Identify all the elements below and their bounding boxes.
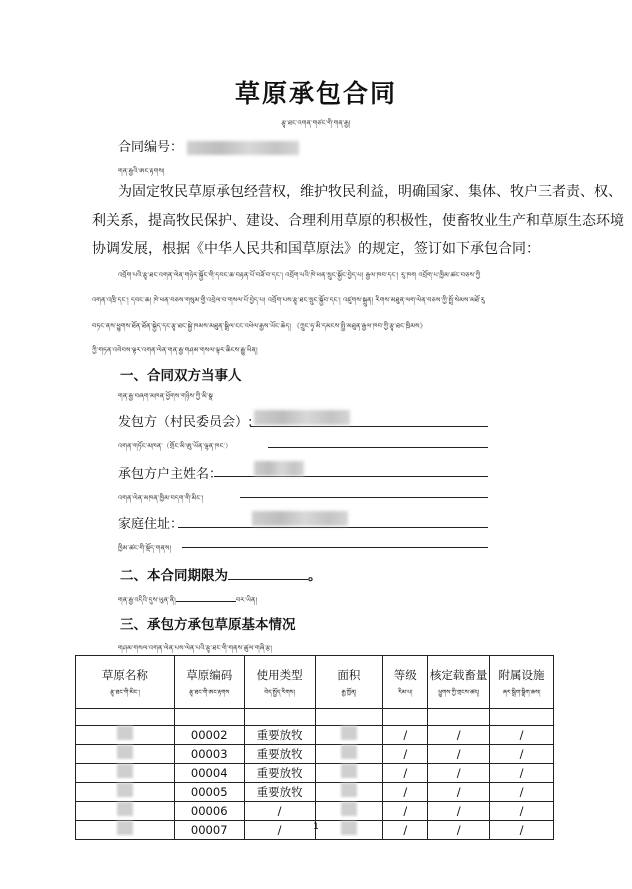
code-cell: 00003: [174, 745, 244, 764]
address-line: [178, 527, 488, 528]
preamble-tibetan-4: ཀྱི་གཏན་འབེབས་ལྟར་འགན་ལེན་གན་རྒྱ་གཤམ་གསལ་ལྟར་ཆིངས་རྒྱུ་ཡིན།: [92, 346, 258, 354]
col-name-header: 草原名称 རྩྭ་ཐང་གི་མིང་།: [76, 656, 175, 709]
preamble-line-2: 利关系，提高牧民保护、建设、合理利用草原的积极性，使畜牧业生产和草原生态环境: [92, 213, 624, 229]
type-cell: 重要放牧: [244, 726, 315, 745]
contract-no-label: 合同编号：: [118, 140, 184, 155]
grade-cell: /: [383, 802, 428, 821]
section3-heading-tibetan: གཤམ་གསལ་འགན་ལེན་པས་ལེན་པའི་རྩྭ་ཐང་གི་གནས་ཚུལ་གཞི་རྩ།: [118, 644, 273, 652]
address-redacted: [252, 511, 348, 526]
table-row: [76, 745, 554, 764]
name-cell: [76, 783, 175, 802]
code-cell: [174, 709, 244, 726]
grassland-table: [75, 655, 554, 840]
section2-tibetan-suffix: བར་ཡིན།: [235, 596, 258, 604]
code-cell: 00006: [174, 802, 244, 821]
issuer-tibetan-line: [268, 447, 488, 448]
table-row: [76, 783, 554, 802]
table-row: [76, 764, 554, 783]
section1-heading-tibetan: གན་རྒྱ་བཞག་མཁན་ཕྱོགས་གཉིས་ཀྱི་མི་སྣ: [118, 392, 213, 400]
col-facility-header: 附属设施 ཞར་སྒྲིག་སྒྲིག་ཆས།: [490, 656, 554, 709]
area-cell: [315, 709, 383, 726]
contract-no-tibetan: གན་རྒྱའི་ཨང་རྟགས།: [118, 167, 165, 175]
section3-heading: 三、承包方承包草原基本情况: [120, 617, 296, 633]
load-cell: /: [428, 802, 490, 821]
name-cell: [76, 802, 175, 821]
contractor-redacted: [254, 461, 304, 476]
contract-no-row: [118, 136, 299, 155]
col-area-header: 面积 རྒྱ་ཁྱོན།: [315, 656, 383, 709]
table-row: [76, 726, 554, 745]
load-cell: /: [428, 745, 490, 764]
issuer-line: [250, 426, 488, 427]
code-cell: 00004: [174, 764, 244, 783]
term-blank-tibetan: [176, 595, 236, 602]
section2-tibetan: [118, 592, 257, 611]
preamble-tibetan-2: འགན་འཁྲི་དང་། དབང་ཆ། ཁེ་ཕན་བཅས་གསུམ་གྱི་འབྲེལ་བ་གསལ་པོ་བྱེད་པ། འབྲོག་པས་རྩྭ་ཐང་སྲུང་སྐྱོབ་དང་། འཛུགས་སྐྲུན། རིགས་མཐུན་ལག་ལེན་བཅས་ཀྱི་སྤྲོ་སེམས་མཐོ་རུ: [92, 296, 485, 304]
facility-cell: /: [490, 783, 554, 802]
table-header-row: [76, 656, 554, 709]
load-cell: /: [428, 726, 490, 745]
col-code-header: 草原编码 རྩྭ་ཐང་གི་ཨང་རྟགས: [174, 656, 244, 709]
load-cell: /: [428, 783, 490, 802]
type-cell: 重要放牧: [244, 745, 315, 764]
col-load-header: 核定载畜量 ཕྱུགས་ཀྱི་གྲངས་ཚད།: [428, 656, 490, 709]
grade-cell: /: [383, 726, 428, 745]
col-type-header: 使用类型 བེད་སྤྱོད་རིགས།: [244, 656, 315, 709]
facility-cell: /: [490, 745, 554, 764]
issuer-tibetan: འགན་གཏོང་མཁན་（གྲོང་མི་ཨུ་ཡོན་ལྷན་ཁང་）: [118, 442, 232, 450]
section2-heading-suffix: 。: [308, 568, 322, 584]
name-cell: [76, 764, 175, 783]
table-row: [76, 802, 554, 821]
contractor-tibetan-line: [240, 497, 488, 498]
code-cell: 00005: [174, 783, 244, 802]
col-grade-header: 等级 རིམ་པ།: [383, 656, 428, 709]
facility-cell: /: [490, 726, 554, 745]
preamble-line-3: 协调发展，根据《中华人民共和国草原法》的规定，签订如下承包合同：: [92, 241, 540, 257]
name-cell: [76, 709, 175, 726]
grade-cell: /: [383, 783, 428, 802]
type-cell: [244, 709, 315, 726]
type-cell: /: [244, 821, 315, 840]
address-tibetan-line: [182, 547, 488, 548]
type-cell: 重要放牧: [244, 783, 315, 802]
issuer-redacted: [254, 410, 350, 425]
page-number: 1: [313, 822, 319, 832]
section2-heading-prefix: 二、本合同期限为: [120, 568, 228, 584]
name-cell: [76, 745, 175, 764]
load-cell: /: [428, 764, 490, 783]
address-tibetan: ཁྱིམ་ཚང་གི་སྡོད་གནས།: [118, 544, 172, 552]
contractor-line: [214, 476, 488, 477]
area-cell: [315, 745, 383, 764]
issuer-label: 发包方（村民委员会）:: [118, 415, 253, 430]
contract-no-redacted: [187, 141, 299, 155]
contractor-label: 承包方户主姓名：: [118, 467, 223, 482]
name-cell: [76, 726, 175, 745]
page-title: 草原承包合同: [234, 79, 397, 108]
code-cell: 00002: [174, 726, 244, 745]
preamble-line-1: 为固定牧民草原承包经营权，维护牧民利益，明确国家、集体、牧户三者责、权、: [118, 184, 622, 200]
area-cell: [315, 726, 383, 745]
subtitle-tibetan: རྩྭ་ཐང་འགན་གཙང་གི་གན་རྒྱ།: [281, 119, 351, 127]
preamble-tibetan-1: འབྲོག་པའི་རྩྭ་ཐང་འགན་ལེན་གཉེར་སྐྱོང་གི་དབང་ཆ་བརྟན་པོ་བཟོ་བ་དང་། འབྲོག་པའི་ཁེ་ཕན་སྲུང་སྐྱོང་བྱེད་པ། རྒྱལ་ཁབ་དང་། རུ་ཁག འབྲོག་པ་ཁྱིམ་ཚང་བཅས་ཀྱི: [118, 271, 481, 279]
section2-tibetan-prefix: གན་རྒྱ་འདིའི་དུས་ཡུན་ནི།: [118, 596, 176, 604]
table-row: [76, 709, 554, 726]
grade-cell: /: [383, 745, 428, 764]
type-cell: 重要放牧: [244, 764, 315, 783]
code-cell: 00007: [174, 821, 244, 840]
section1-heading: 一、合同双方当事人: [120, 368, 242, 384]
load-cell: /: [428, 821, 490, 840]
address-label: 家庭住址：: [118, 517, 184, 532]
area-cell: [315, 783, 383, 802]
grade-cell: [383, 709, 428, 726]
load-cell: [428, 709, 490, 726]
preamble-tibetan-3: བཏང་ནས་ཕྱུགས་ཐོན་ཐོན་སྐྱེད་དང་རྩྭ་ཐང་སྐྱེ་ཁམས་མཐུན་སྒྲིལ་ངང་འཕེལ་རྒྱས་ཡོང་ཆེད། 《ཀྲུང་ཧྭ་མི་དམངས་སྤྱི་མཐུན་རྒྱལ་ཁབ་ཀྱི་རྩྭ་ཐང་ཁྲིམས》: [92, 322, 427, 330]
facility-cell: /: [490, 802, 554, 821]
section2-heading: [120, 564, 322, 584]
type-cell: /: [244, 802, 315, 821]
area-cell: [315, 764, 383, 783]
facility-cell: /: [490, 821, 554, 840]
facility-cell: /: [490, 764, 554, 783]
facility-cell: [490, 709, 554, 726]
grade-cell: /: [383, 821, 428, 840]
term-blank: [228, 567, 308, 580]
grade-cell: /: [383, 764, 428, 783]
contractor-tibetan: འགན་ལེན་མཁན་ཁྱིམ་བདག་གི་མིང་།: [118, 494, 204, 502]
area-cell: [315, 802, 383, 821]
